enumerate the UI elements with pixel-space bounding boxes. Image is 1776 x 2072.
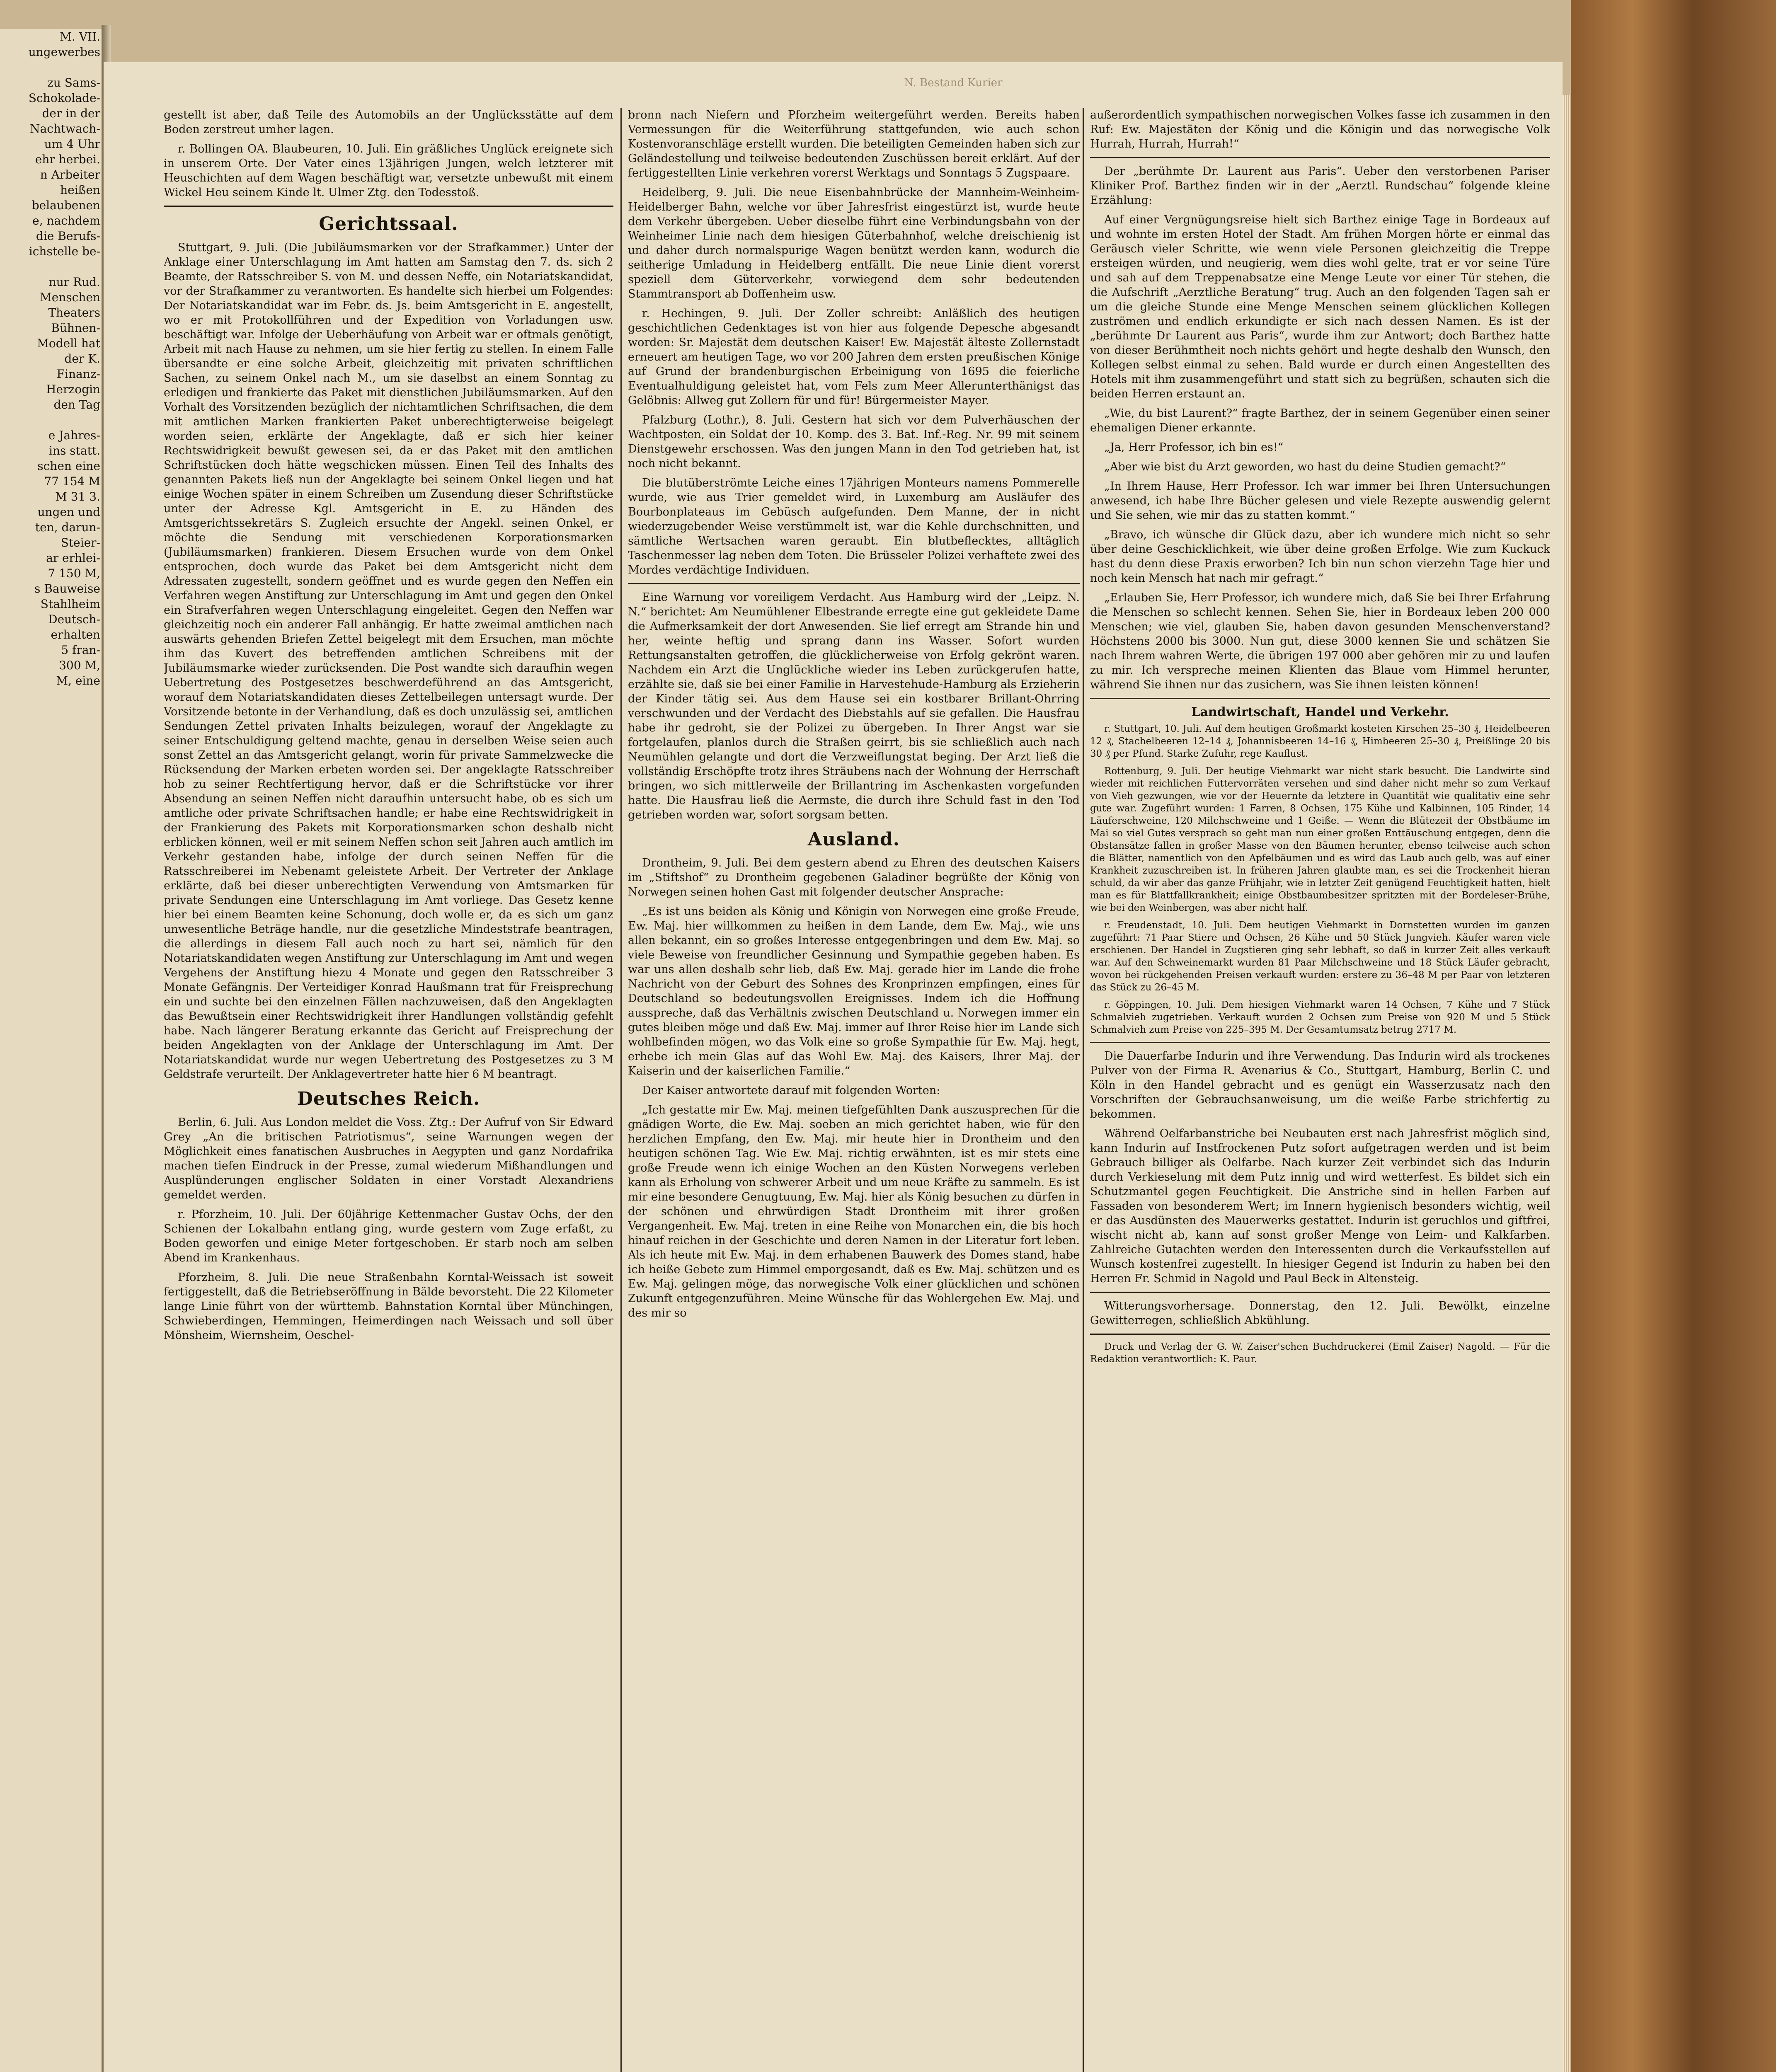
article-bollingen: r. Bollingen OA. Blaubeuren, 10. Juli. Ein gräßliches Unglück ereignete sich in unserem Orte. Der Vater eines 13jährigen Jungen, welch letzterer mit Heuschichten auf dem Wagen beschäftigt war, versetzte unbewußt mit einem Wickel Heu seinem Kinde lt. Ulmer Ztg. den Todesstoß.: [164, 143, 613, 199]
column-1: [164, 108, 613, 2072]
left-margin-line: 5 fran-: [61, 643, 100, 657]
article-jubilaeumsmarken: Stuttgart, 9. Juli. (Die Jubiläumsmarken vor der Strafkammer.) Unter der Anklage einer Unterschlagung im Amt hatten am Samstag den 7. ds. sich 2 Beamte, der Ratsschreiber S. von M. und dessen Neffe, ein Notariatskandidat, vor der Strafkammer zu verantworten. Es handelte sich hierbei um Folgendes: Der Notariatskandidat war im Febr. ds. Js. beim Amtsgericht in E. angestellt, wo er mit Protokollführen und der Expedition von Vorladungen usw. beschäftigt war. Infolge der Ueberhäufung von Arbeit war er oftmals genötigt, Arbeit mit nach Hause zu nehmen, um sie hier fertig zu stellen. In einem Falle übersandte er eine solche Arbeit, gleichzeitig mit privaten schriftlichen Sachen, zu seinem Onkel nach M., um sie daselbst an einem Sonntag zu erledigen und frankierte das Paket mit dienstlichen Jubiläumsmarken. Auf den Vorhalt des Vorsitzenden bezüglich der nichtamtlichen Schriftsachen, die dem mit amtlichen Marken frankierten Paket unberechtigterweise beigelegt worden seien, erklärte der Angeklagte, daß er sich hier keiner Rechtswidrigkeit bewußt gewesen sei, da er das Paket mit den amtlichen Schriftstücken doch hätte wegschicken müssen. Einen Teil des Inhalts des genannten Pakets ließ nun der Angeklagte bei seinem Onkel liegen und hat einige Wochen später in einem Schreiben um Zusendung dieser Schriftstücke unter der Adresse Kgl. Amtsgericht in E. zu Händen des Amtsgerichtssekretärs S. Zugleich ersuchte der Angekl. seinen Onkel, er möchte die Sendung mit verschiedenen Korporationsmarken (Jubiläumsmarken) frankieren. Diesem Ersuchen wurde von dem Onkel entsprochen, doch wurde das Paket bei dem Amtsgericht nicht dem Adressaten zugestellt, sondern geöffnet und es wurde gegen den Neffen ein Verfahren wegen Anstiftung zur Unterschlagung im Amt und gegen den Onkel ein Strafverfahren wegen Unterschlagung eingeleitet. Gegen den Neffen war gleichzeitig noch ein anderer Fall anhängig. Er hatte zweimal amtlichen nach auswärts gehenden Briefen Zettel beigelegt mit dem Ersuchen, man möchte ihm das Kuvert des betreffenden amtlichen Schreibens mit der Jubiläumsmarke wieder zurücksenden. Die Post wandte sich daraufhin wegen Uebertretung des Postgesetzes beschwerdeführend an das Amtsgericht, worauf dem Notariatskandidaten dieses Zettelbeilegen untersagt wurde. Der Vorsitzende betonte in der Verhandlung, daß es doch unzulässig sei, amtlichen Sendungen Zettel privaten Inhalts beizulegen, worauf der Angeklagte zu seiner Entschuldigung geltend machte, genau in derselben Weise seien auch sonst Zettel an das Amtsgericht gelangt, worin für private Sammelzwecke die Rücksendung der Marken erbeten worden sei. Der angeklagte Ratsschreiber hob zu seiner Rechtfertigung hervor, daß er die Schriftstücke vor ihrer Absendung an seinen Neffen nicht daraufhin untersucht habe, ob es sich um amtliche oder private Schriftsachen handle; er habe eine Rechtswidrigkeit in der Frankierung des Pakets mit Korporationsmarken schon deshalb nicht erblicken können, weil er mit seinem Neffen schon seit Jahren auch amtlich im Verkehr gestanden habe, infolge der durch seinen Neffen für die Ratsschreiberei im Nebenamt geleistete Arbeit. Der Vertreter der Anklage erklärte, daß bei dieser unberechtigten Verwendung von Amtsmarken für private Sendungen eine Unterschlagung im Amt vorliege. Das Gesetz kenne hier bei einem Beamten keine Schonung, doch wolle er, da es sich um ganz unwesentliche Beträge handle, nur die gesetzliche Mindeststrafe beantragen, die allerdings in diesem Fall auch noch zu hart sei, nämlich für den Notariatskandidaten wegen Anstiftung zur Unterschlagung im Amt und wegen Vergehens der Anstiftung hiezu 4 Monate und gegen den Ratsschreiber 3 Monate Gefängnis. Der Verteidiger Konrad Haußmann trat für Freisprechung ein und suchte bei den einzelnen Fällen nachzuweisen, daß den Angeklagten das Bewußtsein einer Rechtswidrigkeit ihrer Handlungen vollständig gefehlt habe. Nach längerer Beratung erkannte das Gericht auf Freisprechung der beiden Angeklagten von der Anklage der Unterschlagung im Amt. Der Notariatskandidat wurde nur wegen Uebertretung des Postgesetzes zu 3 M Geldstrafe verurteilt. Der Anklagevertreter hatte hier 6 M beantragt.: [164, 241, 613, 1081]
article-laurent-1: Auf einer Vergnügungsreise hielt sich Barthez einige Tage in Bordeaux auf und wohnte im ersten Hotel der Stadt. Am frühen Morgen hörte er einmal das Geräusch vieler Schritte, wie wenn viele Personen gleichzeitig die Treppe ersteigen würden, und neugierig, wem dies wohl gelte, trat er vor seine Türe und sah auf dem Treppenabsatze eine Menge Leute vor einer Tür stehen, die die Aufschrift „Aerztliche Beratung“ trug. Auch an den folgenden Tagen sah er um die gleiche Stunde eine Menge Menschen seinem glücklichen Kollegen zuströmen und endlich erkundigte er sich nach dessen Namen. Es ist der „berühmte Dr Laurent aus Paris“, wurde ihm zur Antwort; doch Barthez hatte von dieser Berühmtheit noch nichts gehört und hegte deshalb den Wunsch, den Kollegen selbst einmal zu sehen. Bald wurde er durch einen Angestellten des Hotels mit ihm zusammengeführt und statt sich zu begrüßen, schauten sich die beiden Herren erstaunt an.: [1090, 213, 1550, 400]
left-margin-line: Deutsch-: [48, 612, 100, 626]
article-pfalzburg: Pfalzburg (Lothr.), 8. Juli. Gestern hat sich vor dem Pulverhäuschen der Wachtposten, ein Soldat der 10. Komp. des 3. Bat. Inf.-Reg. Nr. 99 mit seinem Dienstgewehr erschossen. Was den jungen Mann in den Tod getrieben hat, ist noch nicht bekannt.: [628, 414, 1080, 470]
article-berlin: Berlin, 6. Juli. Aus London meldet die Voss. Ztg.: Der Aufruf von Sir Edward Grey „An die britischen Patriotismus“, seine Warnungen wegen der Möglichkeit eines fanatischen Ausbruches in Aegypten und ganz Nordafrika machen tiefen Eindruck in der Presse, zumal wiederum Mißhandlungen und Ausplünderungen englischer Soldaten in einer Vorstadt Alexandriens gemeldet werden.: [164, 1116, 613, 1201]
article-kaiser-speech: „Ich gestatte mir Ew. Maj. meinen tiefgefühlten Dank auszusprechen für die gnädigen Worte, die Ew. Maj. soeben an mich gerichtet haben, wie für den herzlichen Empfang, den Ew. Maj. mir heute hier in Drontheim und den heutigen schönen Tag. Wie Ew. Maj. richtig erwähnten, ist es mir stets eine große Freude wenn ich einige Wochen an den Küsten Norwegens verleben kann als Erholung von schwerer Arbeit und um neue Kräfte zu sammeln. Es ist mir eine besondere Genugtuung, Ew. Maj. hier als König besuchen zu dürfen in der schönen und ehrwürdigen Stadt Drontheim mit ihrer großen Vergangenheit. Ew. Maj. treten in eine Reihe von Monarchen ein, die bis hoch hinauf reichen in der Geschichte und deren Namen in der Literatur fort leben. Als ich heute mit Ew. Maj. in dem erhabenen Bauwerk des Domes stand, habe ich heiße Gebete zum Himmel emporgesandt, daß es Ew. Maj. schützen und es Ew. Maj. gelingen möge, das norwegische Volk einer glücklichen und schönen Zukunft entgegenzuführen. Meine Wünsche für das Wohlergehen Ew. Maj. und des mir so: [628, 1104, 1080, 1319]
left-margin-line: den Tag: [53, 398, 100, 411]
divider: [1090, 157, 1550, 158]
left-margin-line: Stahlheim: [40, 597, 100, 611]
left-margin-line: Nachtwach-: [30, 122, 100, 136]
left-margin-line: Steier-: [61, 536, 100, 549]
article-pforzheim-1: r. Pforzheim, 10. Juli. Der 60jährige Kettenmacher Gustav Ochs, der den Schienen der Lokalbahn entlang ging, wurde gestern vom Zuge erfaßt, zu Boden geworfen und einige Meter fortgeschoben. Er starb noch am selben Abend im Krankenhaus.: [164, 1208, 613, 1264]
article-laurent-7: „Erlauben Sie, Herr Professor, ich wundere mich, daß Sie bei Ihrer Erfahrung die Menschen so schlecht kennen. Sehen Sie, hier in Bordeaux leben 200 000 Menschen; wie viel, glauben Sie, haben davon gesunden Menschenverstand? Höchstens 2000 bis 3000. Nun gut, diese 3000 kennen Sie und schätzen Sie nach Ihrem wahren Werte, die übrigen 197 000 aber gehören mir zu und laufen zu mir. Ich verspreche meinen Klienten das Blaue vom Himmel herunter, während Sie ihnen nur das zusichern, was Sie ihnen leisten können!: [1090, 591, 1550, 691]
section-heading-ausland: Ausland.: [807, 829, 900, 850]
left-margin-line: ungen und: [37, 505, 100, 519]
article-leiche: Die blutüberströmte Leiche eines 17jährigen Monteurs namens Pommerelle wurde, wie aus Trier gemeldet wird, in Luxemburg am Ausläufer des Bourbonplateaus im Gebüsch aufgefunden. Dem Manne, der in nicht wiederzugebender Weise verstümmelt ist, war die Kehle durchschnitten, und sämtliche Wertsachen waren geraubt. Ein blutbeflecktes, alltäglich Taschenmesser lag neben dem Toten. Die Brüsseler Polizei verhaftete zwei des Mordes verdächtige Individuen.: [628, 477, 1080, 576]
left-margin-line: n Arbeiter: [40, 168, 100, 182]
left-margin-line: 77 154 M: [44, 474, 100, 488]
section-heading-deutsches-reich: Deutsches Reich.: [297, 1088, 480, 1109]
left-margin-line: der in der: [42, 107, 100, 120]
divider: [628, 583, 1080, 584]
left-margin-line: heißen: [60, 183, 100, 197]
article-drontheim: Drontheim, 9. Juli. Bei dem gestern abend zu Ehren des deutschen Kaisers im „Stiftshof“ zu Drontheim gegebenen Galadiner begrüßte der König von Norwegen seinen hohen Gast mit folgender deutscher Ansprache:: [628, 857, 1080, 898]
article-pforzheim-2: Pforzheim, 8. Juli. Die neue Straßenbahn Korntal-Weissach ist soweit fertiggestellt, daß die Betriebseröffnung in Bälde bevorsteht. Die 22 Kilometer lange Linie führt von der württemb. Bahnstation Korntal über Münchingen, Schwieberdingen, Hemmingen, Heimerdingen nach Weissach und soll über Mönsheim, Wiernsheim, Oeschel-: [164, 1271, 613, 1342]
article-laurent-title: Der „berühmte Dr. Laurent aus Paris“. Ueber den verstorbenen Pariser Kliniker Prof. Barthez finden wir in der „Aerztl. Rundschau“ folgende kleine Erzählung:: [1090, 165, 1550, 207]
divider: [1090, 698, 1550, 699]
left-margin-line: M. VII.: [60, 30, 100, 44]
left-margin-line: 300 M,: [59, 658, 100, 672]
left-margin-line: Finanz-: [56, 367, 100, 381]
article-warnung: Eine Warnung vor voreiligem Verdacht. Aus Hamburg wird der „Leipz. N. N.“ berichtet: Am Neumühlener Elbestrande erregte eine gut gekleidete Dame die Aufmerksamkeit der dort Anwesenden. Sie lief erregt am Strande hin und her, weinte heftig und sprang dann ins Wasser. Sofort wurden Rettungsanstalten getroffen, die glücklicherweise von Erfolg gekrönt waren. Nachdem ein Arzt die Unglückliche wieder ins Leben zurückgerufen hatte, erzählte sie, daß sie bei einer Familie in Harvestehude-Hamburg als Erzieherin der Kinder tätig sei. Aus dem Hause sei ein kostbarer Brillant-Ohrring verschwunden und der Verdacht des Diebstahls auf sie gefallen. Die Hausfrau habe ihr gedroht, sie der Polizei zu übergeben. In Ihrer Angst war sie fortgelaufen, planlos durch die Straßen geirrt, bis sie schließlich auch nach Neumühlen gelangte und dort die Verzweiflungstat beging. Der Arzt ließ die vollständig Erschöpfte trotz ihres Sträubens nach der Wohnung der Herrschaft bringen, wo sich mittlerweile der Brillantring im Aschenkasten vorgefunden hatte. Die Hausfrau ließ die Aermste, die durch ihre Schuld fast in den Tod getrieben worden war, sofort sorgsam betten.: [628, 591, 1080, 821]
left-margin-line: e Jahres-: [48, 428, 100, 442]
market-stuttgart: r. Stuttgart, 10. Juli. Auf dem heutigen Großmarkt kosteten Kirschen 25–30 ₰, Heidelbeeren 12 ₰, Stachelbeeren 12–14 ₰, Johannisbeeren 14–16 ₰, Himbeeren 25–30 ₰, Preißlinge 20 bis 30 ₰ per Pfund. Starke Zufuhr, rege Kauflust.: [1090, 724, 1550, 759]
left-margin-line: e, nachdem: [32, 214, 100, 228]
left-margin-line: [0, 60, 104, 75]
market-freudenstadt: r. Freudenstadt, 10. Juli. Dem heutigen Viehmarkt in Dornstetten wurden im ganzen zugeführt: 71 Paar Stiere und Ochsen, 26 Kühe und 50 Stück Jungvieh. Käufer waren viele erschienen. Der Handel in Zugstieren ging sehr lebhaft, so daß in kurzer Zeit alles verkauft war. Auf den Schweinemarkt wurden 81 Paar Milchschweine und 18 Stück Läufer gebracht, wovon bei rückgehenden Preisen verkauft wurden: erstere zu 36–48 M per Paar von letzteren das Stück zu 26–45 M.: [1090, 920, 1550, 993]
left-margin-line: M 31 3.: [55, 490, 100, 503]
divider: [164, 206, 613, 207]
left-margin-line: ungewerbes: [28, 45, 100, 59]
left-margin-line: nur Rud.: [48, 275, 100, 289]
left-margin-line: Schokolade-: [28, 91, 100, 105]
article-kaiser-intro: Der Kaiser antwortete darauf mit folgenden Worten:: [642, 1084, 940, 1097]
left-margin-line: zu Sams-: [47, 76, 100, 90]
market-rottenburg: Rottenburg, 9. Juli. Der heutige Viehmarkt war nicht stark besucht. Die Landwirte sind wieder mit reichlichen Futtervorräten versehen und sind daher nicht mehr so zum Verkauf von Vieh gezwungen, wie vor der Heuernte da letztere in Quantität wie qualitativ eine sehr gute war. Zugeführt wurden: 1 Farren, 8 Ochsen, 175 Kühe und Kalbinnen, 105 Rinder, 14 Läuferschweine, 120 Milchschweine und 1 Geiße. — Wenn die Blütezeit der Obstbäume im Mai so viel Gutes versprach so geht man nun einer großen Enttäuschung entgegen, denn die Obstansätze fallen in großer Masse von den Bäumen herunter, ebenso teilweise auch schon die Blätter, namentlich von den Apfelbäumen und es wird das Laub auch gelb, was auf einer Krankheit zuzuschreiben ist. In früheren Jahren glaubte man, es sei die Trockenheit hieran schuld, da wir aber das ganze Frühjahr, wie in letzter Zeit genügend Feuchtigkeit hatten, hielt man es für Blattfallkrankheit; einige Obstbaumbesitzer spritzten mit der Bordeleser-Brühe, wie bei den Weinbergen, was aber nicht half.: [1090, 766, 1550, 913]
left-margin-text: [0, 29, 104, 688]
column-rule: [1083, 108, 1084, 2072]
article-laurent-2: „Wie, du bist Laurent?“ fragte Barthez, der in seinem Gegenüber einen seiner ehemaligen Diener erkannte.: [1090, 407, 1550, 434]
left-margin-line: ar erhlei-: [46, 551, 100, 565]
article-heidelberg: Heidelberg, 9. Juli. Die neue Eisenbahnbrücke der Mannheim-Weinheim-Heidelberger Bahn, welche vor über Jahresfrist eingestürzt ist, wurde heute dem Verkehr übergeben. Ueber dieselbe führt eine Verbindungsbahn von der Weinheimer Linie nach dem hiesigen Güterbahnhof, welche dreischienig ist und daher durch normalspurige Wagen benützt werden kann, wodurch die seitherige Umladung in Heidelberg entfällt. Die neue Linie dient vorerst speziell dem Güterverkehr, vorwiegend dem sehr bedeutenden Stammtransport ab Doffenheim usw.: [628, 186, 1080, 300]
column-2: [628, 108, 1080, 2072]
left-margin-line: ehr herbei.: [35, 152, 100, 166]
faded-header: N. Bestand Kurier: [904, 77, 1003, 89]
left-margin-line: der K.: [64, 352, 100, 366]
left-margin-line: die Berufs-: [36, 229, 100, 243]
left-margin-line: Modell hat: [37, 336, 100, 350]
column-rule: [620, 108, 622, 2072]
left-margin-line: Herzogin: [46, 382, 100, 396]
left-margin-line: [0, 412, 104, 428]
advert-indurin-2: Während Oelfarbanstriche bei Neubauten erst nach Jahresfrist möglich sind, kann Indurin auf Instfrockenen Putz sofort aufgetragen werden und ist beim Gebrauch billiger als Oelfarbe. Nach kurzer Zeit verbindet sich das Indurin durch Verkieselung mit dem Putz innig und wird wetterfest. Es bildet sich ein Schutzmantel gegen Feuchtigkeit. Die Anstriche sind in hellen Farben auf Fassaden von besonderem Wert; im Innern hygienisch besonders wichtig, weil er das Ausdünsten des Mauerwerks gestattet. Indurin ist geruchlos und giftfrei, wischt nicht ab, kann auf sonst großer Menge von Leim- und Kalkfarben. Zahlreiche Gutachten werden den Interessenten durch die Verkaufsstellen auf Wunsch kostenfrei zugestellt. In hiesiger Gegend ist Indurin zu haben bei den Herren Fr. Schmid in Nagold und Paul Beck in Altensteig.: [1090, 1127, 1550, 1285]
left-margin-line: Menschen: [40, 290, 100, 304]
left-margin-line: M, eine: [56, 674, 100, 687]
divider: [1090, 1334, 1550, 1335]
book-spine: [1571, 0, 1776, 2072]
article-laurent-3: „Ja, Herr Professor, ich bin es!“: [1104, 441, 1284, 454]
article-laurent-6: „Bravo, ich wünsche dir Glück dazu, aber ich wundere mich nicht so sehr über deine Geschicklichkeit, wie über deine großen Erfolge. Wie zum Kuckuck hast du denn diese Praxis erworben? Ich bin nun schon vierzehn Tage hier und noch kein Mensch hat nach mir gefragt.“: [1090, 528, 1550, 585]
left-page-fragment: [0, 29, 104, 2072]
weather-forecast: Witterungsvorhersage. Donnerstag, den 12. Juli. Bewölkt, einzelne Gewitterregen, schließlich Abkühlung.: [1090, 1300, 1550, 1327]
left-margin-line: Bühnen-: [51, 321, 100, 335]
column-3: [1090, 108, 1550, 2072]
article-hechingen: r. Hechingen, 9. Juli. Der Zoller schreibt: Anläßlich des heutigen geschichtlichen Gedenktages ist von hier aus folgende Depesche abgesandt worden: Sr. Majestät dem deutschen Kaiser! Ew. Majestät älteste Zollernstadt erneuert am heutigen Tage, wo vor 200 Jahren dem ersten preußischen Könige auf Grund der brandenburgischen Erbeinigung von 1695 die feierliche Eventualhuldigung geleistet hat, vom Fels zum Meer Allerunterthänigst das Gelöbnis: Allweg gut Zollern für und für! Bürgermeister Mayer.: [628, 307, 1080, 407]
article-paragraph: bronn nach Niefern und Pforzheim weitergeführt werden. Bereits haben Vermessungen für die Weiterführung stattgefunden, wie auch schon Kostenvoranschläge erstellt wurden. Die beteiligten Gemeinden haben sich zur Geländestellung und teilweise bedeutenden Zuschüssen bereit erklärt. Auf der fertiggestellten Linie verkehren vorerst Werktags und Sonntags 5 Zugspaare.: [628, 109, 1080, 179]
left-margin-line: 7 150 M,: [48, 566, 100, 580]
left-margin-line: belaubenen: [31, 198, 100, 212]
left-margin-line: Theaters: [48, 306, 100, 320]
left-margin-line: ichstelle be-: [29, 244, 100, 258]
left-margin-line: erhalten: [51, 628, 100, 641]
section-heading-landwirtschaft: Landwirtschaft, Handel und Verkehr.: [1191, 705, 1449, 719]
advert-indurin-1: Die Dauerfarbe Indurin und ihre Verwendung. Das Indurin wird als trockenes Pulver von der Firma R. Avenarius & Co., Stuttgart, Hamburg, Berlin C. und Köln in den Handel gebracht und es genügt ein Wasserzusatz nach den Vorschriften der Gebrauchsanweisung, um die weiße Farbe strichfertig zu bekommen.: [1090, 1050, 1550, 1121]
left-margin-line: schen eine: [37, 459, 100, 473]
left-margin-line: s Bauweise: [34, 582, 100, 595]
article-king-speech: „Es ist uns beiden als König und Königin von Norwegen eine große Freude, Ew. Maj. hier willkommen zu heißen in dem Lande, dem Ew. Maj., wie uns allen bekannt, ein so großes Interesse entgegenbringen und dem Ew. Maj. so viele Beweise von freundlicher Gesinnung und Sympathie gegeben haben. Es war uns allen deshalb sehr lieb, daß Ew. Maj. gerade hier im Lande die frohe Nachricht von der Geburt des Sohnes des Kronprinzen empfingen, eines für Deutschland so bedeutungsvollen Ereignisses. Indem ich die Hoffnung ausspreche, daß das Verhältnis zwischen Deutschland u. Norwegen immer ein gutes bleiben möge und daß Ew. Maj. immer auf Ihrer Reise hier im Lande sich wohlbefinden mögen, wo das Volk eine so große Sympathie für Ew. Maj. hegt, erhebe ich mein Glas auf das Wohl Ew. Maj. des Kaisers, Ihrer Maj. der Kaiserin und der kaiserlichen Familie.“: [628, 905, 1080, 1077]
left-margin-line: um 4 Uhr: [44, 137, 100, 151]
article-paragraph: gestellt ist aber, daß Teile des Automobils an der Unglücksstätte auf dem Boden zerstreut umher lagen.: [164, 109, 613, 136]
section-heading-gerichtssaal: Gerichtssaal.: [319, 213, 458, 235]
market-goeppingen: r. Göppingen, 10. Juli. Dem hiesigen Viehmarkt waren 14 Ochsen, 7 Kühe und 7 Stück Schmalvieh zugetrieben. Verkauft wurden 2 Ochsen zum Preise von 920 M und 5 Stück Schmalvieh zum Preise von 225–395 M. Der Gesamtumsatz betrug 2717 M.: [1090, 1000, 1550, 1035]
imprint: Druck und Verlag der G. W. Zaiser'schen Buchdruckerei (Emil Zaiser) Nagold. — Für die Redaktion verantwortlich: K. Paur.: [1090, 1341, 1550, 1365]
article-paragraph: außerordentlich sympathischen norwegischen Volkes fasse ich zusammen in den Ruf: Ew. Majestäten der König und die Königin und das norwegische Volk Hurrah, Hurrah, Hurrah!“: [1090, 109, 1550, 150]
divider: [1090, 1292, 1550, 1293]
left-margin-line: [0, 259, 104, 274]
left-margin-line: ten, darun-: [35, 520, 100, 534]
left-margin-line: ins statt.: [49, 444, 100, 457]
article-laurent-4: „Aber wie bist du Arzt geworden, wo hast du deine Studien gemacht?“: [1104, 460, 1506, 473]
article-laurent-5: „In Ihrem Hause, Herr Professor. Ich war immer bei Ihren Untersuchungen anwesend, ich habe Ihre Bücher gelesen und viele Rezepte auswendig gelernt und Sie sehen, wie mir das zu statten kommt.“: [1090, 480, 1550, 522]
divider: [1090, 1042, 1550, 1043]
